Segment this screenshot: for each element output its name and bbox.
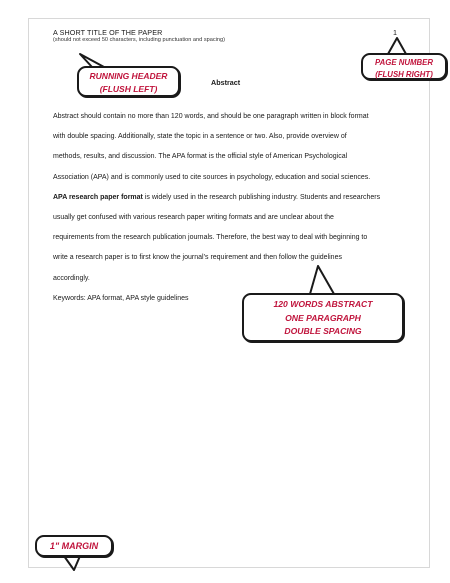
abstract-line: with double spacing. Additionally, state the topic in a sentence or two. Also, provide overview of [53, 133, 347, 141]
callout-running-header-line2: (FLUSH LEFT) [99, 84, 158, 94]
abstract-line: accordingly. [53, 274, 90, 282]
callout-page-number-line2: (FLUSH RIGHT) [375, 69, 433, 79]
callout-running-header [77, 66, 180, 97]
abstract-bold-phrase: APA research paper format [53, 193, 143, 201]
abstract-line: Association (APA) and is commonly used to cite sources in psychology, education and social sciences. [53, 173, 371, 181]
callout-abstract-line3: DOUBLE SPACING [284, 326, 362, 336]
abstract-heading: Abstract [211, 78, 241, 87]
abstract-line: requirements from the research publication journals. Therefore, the best way to deal with beginning to [53, 234, 368, 242]
abstract-line: methods, results, and discussion. The APA format is the official style of American Psychological [53, 153, 348, 161]
callout-page-number [361, 53, 447, 80]
running-header: A SHORT TITLE OF THE PAPER [53, 28, 163, 37]
abstract-line-rest: is widely used in the research publishing industry. Students and researchers [142, 193, 381, 201]
callout-margin-label: 1" MARGIN [49, 541, 99, 551]
callout-abstract-line1: 120 WORDS ABSTRACT [273, 299, 373, 309]
callout-abstract-line2: ONE PARAGRAPH [285, 312, 361, 323]
callout-abstract [242, 293, 404, 342]
abstract-line: usually get confused with various research paper writing formats and are unclear about the [53, 214, 334, 222]
keywords: Keywords: APA format, APA style guidelines [53, 295, 189, 302]
abstract-line: Abstract should contain no more than 120 words, and should be one paragraph written in block format [53, 113, 369, 120]
abstract-line: write a research paper is to first know the journal’s requirement and then follow the guidelines [53, 254, 342, 262]
page-number: 1 [393, 28, 397, 37]
callout-margin [35, 535, 113, 557]
callout-running-header-line1: RUNNING HEADER [89, 71, 168, 81]
abstract-line [53, 188, 398, 208]
callout-page-number-line1: PAGE NUMBER [375, 58, 433, 67]
abstract-paragraph [53, 107, 398, 289]
running-header-note: (should not exceed 50 characters, including punctuation and spacing) [53, 37, 225, 43]
